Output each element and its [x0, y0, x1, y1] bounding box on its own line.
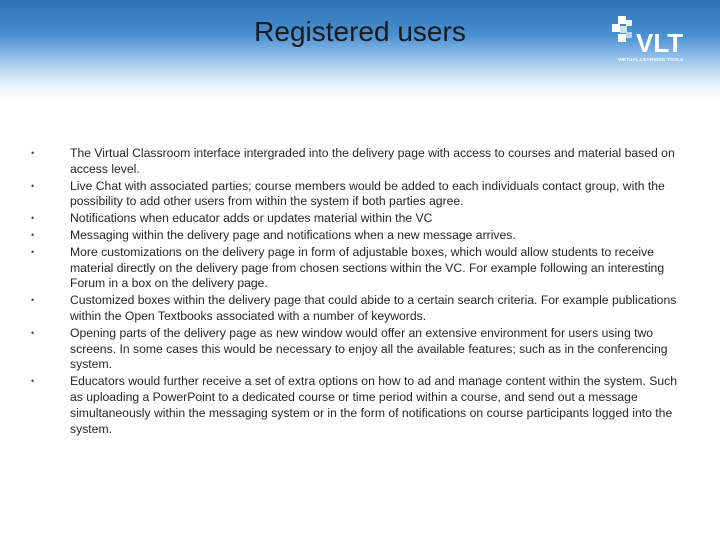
- list-item: [30, 146, 682, 178]
- logo-subtitle: VIRTUAL LEARNING TOOLS: [618, 57, 684, 62]
- list-item: [30, 228, 682, 244]
- list-item: [30, 179, 682, 211]
- bullet-icon: •: [31, 180, 35, 191]
- bullet-icon: •: [31, 246, 35, 257]
- bullet-icon: •: [31, 213, 35, 224]
- list-item: [30, 245, 682, 292]
- slide-title: Registered users: [254, 16, 466, 47]
- list-item: [30, 374, 682, 437]
- bullet-icon: •: [31, 327, 35, 338]
- bullet-text: Educators would further receive a set of extra options on how to ad and manage content within the system. Such as uploading a PowerPoint to a dedicated course or time period within a course, and send out a message simultaneously within the messaging system or in the form of notifications on course participants logged into the system.: [70, 374, 678, 436]
- bullet-text: Opening parts of the delivery page as new window would offer an extensive environment for users using two screens. In some cases this would be necessary to enjoy all the available features; such as in the conferencing system.: [70, 325, 668, 372]
- list-item: [30, 326, 682, 373]
- bullet-icon: •: [31, 376, 35, 387]
- bullet-content: [30, 146, 682, 438]
- list-item: [30, 293, 682, 325]
- bullet-text: More customizations on the delivery page in form of adjustable boxes, which would allow students to receive material directly on the delivery page from chosen sections within the VC. For example following an interesting Forum in a box on the delivery page.: [70, 244, 665, 291]
- bullet-text: Live Chat with associated parties; course members would be added to each individuals contact group, with the possibility to add other users from within the system if both parties agree.: [70, 178, 665, 209]
- bullet-text: Messaging within the delivery page and notifications when a new message arrives.: [70, 227, 516, 242]
- vlt-logo-mark: [610, 14, 700, 58]
- bullet-icon: •: [31, 148, 35, 158]
- bullet-text: The Virtual Classroom interface intergraded into the delivery page with access to courses and material based on access level.: [70, 146, 675, 176]
- bullet-text: Notifications when educator adds or updates material within the VC: [70, 211, 433, 226]
- bullet-list: [30, 146, 682, 437]
- bullet-icon: •: [31, 229, 35, 240]
- bullet-text: Customized boxes within the delivery page that could abide to a certain search criteria. For example publications within the Open Textbooks associated with a number of keywords.: [70, 293, 677, 323]
- logo-text: VLT: [636, 28, 684, 58]
- list-item: [30, 211, 682, 227]
- bullet-icon: •: [31, 295, 35, 306]
